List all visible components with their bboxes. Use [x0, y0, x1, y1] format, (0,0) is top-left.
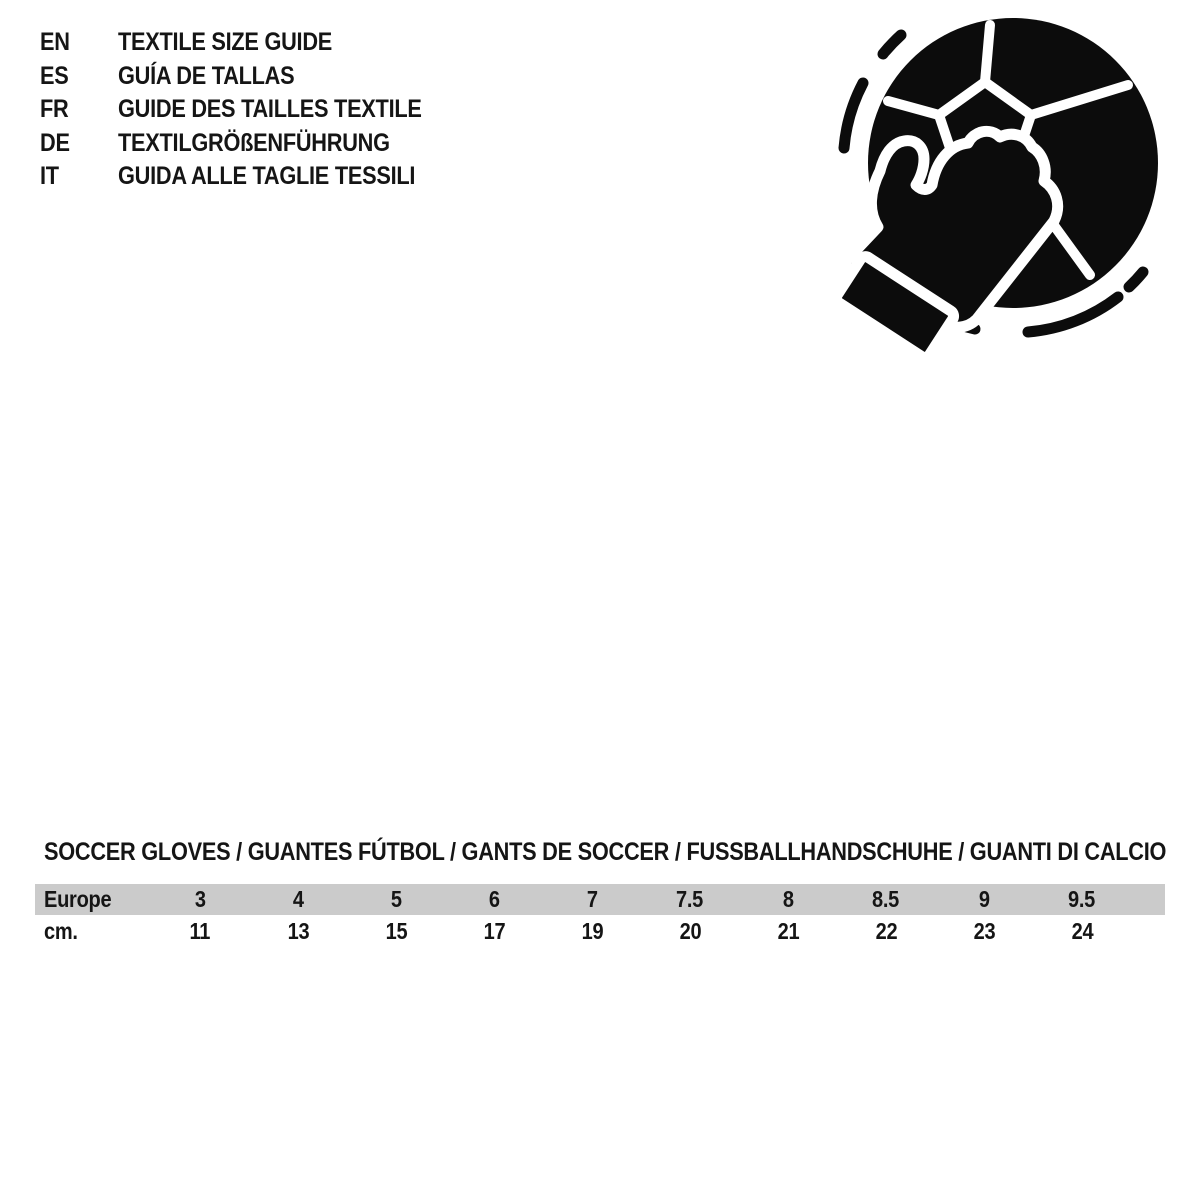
language-code: DE [40, 128, 70, 157]
row-label: cm. [44, 918, 78, 944]
language-row [40, 26, 467, 60]
size-cell: 9.5 [1068, 886, 1096, 912]
size-cell: 21 [777, 918, 799, 944]
size-cell: 7 [586, 886, 598, 912]
size-cell: 6 [488, 886, 500, 912]
language-label: GUIDA ALLE TAGLIE TESSILI [118, 162, 416, 190]
size-table-title: SOCCER GLOVES / GUANTES FÚTBOL / GANTS DE SOCCER / FUSSBALLHANDSCHUHE / GUANTI DI CALCIO [44, 838, 1167, 866]
size-cell: 24 [1071, 918, 1093, 944]
size-cell: 9 [978, 886, 990, 912]
size-cell: 15 [385, 918, 407, 944]
language-label: GUIDE DES TAILLES TEXTILE [118, 95, 422, 123]
language-code: FR [40, 95, 69, 123]
language-label: TEXTILGRÖßENFÜHRUNG [118, 128, 390, 157]
language-row [40, 127, 467, 161]
size-cell: 13 [287, 918, 309, 944]
size-row-europe [35, 884, 1165, 915]
language-label: TEXTILE SIZE GUIDE [118, 28, 333, 56]
goalkeeper-glove-ball-icon [820, 5, 1180, 385]
glove-ball-svg [820, 5, 1180, 385]
row-label: Europe [44, 886, 112, 912]
size-cell: 8.5 [872, 886, 900, 912]
language-code: EN [40, 28, 70, 56]
size-cell: 17 [483, 918, 505, 944]
goalkeeper-glove-shape [834, 131, 1057, 359]
size-cell: 7.5 [676, 886, 704, 912]
size-cell: 3 [194, 886, 206, 912]
size-cell: 22 [875, 918, 897, 944]
language-row [40, 160, 467, 194]
size-table [35, 884, 1165, 948]
size-cell: 8 [782, 886, 794, 912]
language-list [40, 26, 467, 194]
language-row [40, 93, 467, 127]
language-code: ES [40, 61, 69, 90]
size-cell: 23 [973, 918, 995, 944]
language-label: GUÍA DE TALLAS [118, 61, 295, 90]
language-row [40, 60, 467, 94]
size-cell: 5 [390, 886, 402, 912]
size-cell: 4 [292, 886, 304, 912]
size-row-cm [35, 915, 1165, 948]
size-cell: 20 [679, 918, 701, 944]
size-cell: 19 [581, 918, 603, 944]
language-code: IT [40, 162, 59, 190]
size-cell: 11 [189, 918, 211, 944]
